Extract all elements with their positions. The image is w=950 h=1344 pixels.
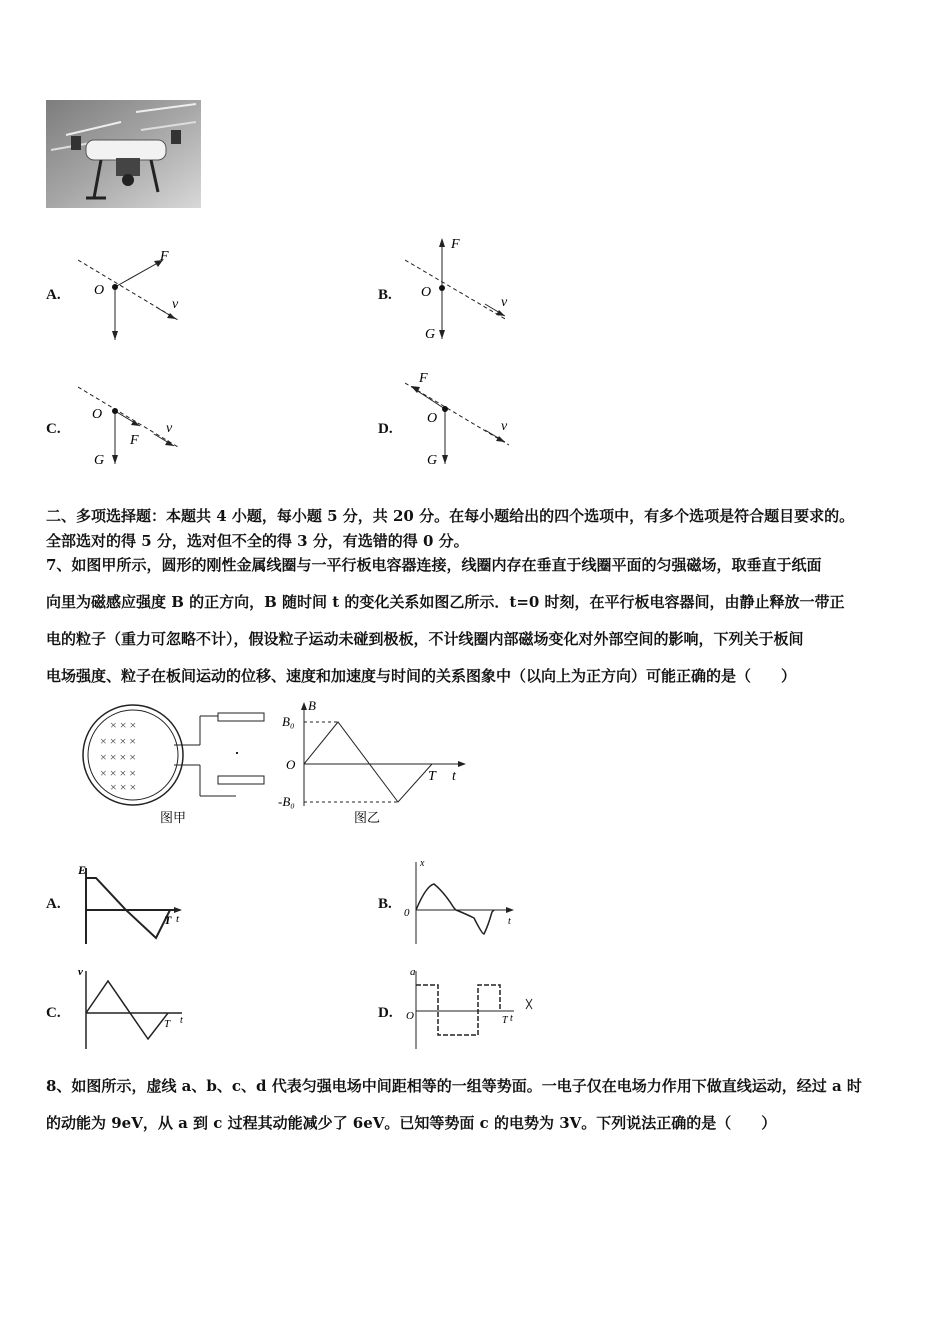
q7-line3: 电的粒子（重力可忽略不计），假设粒子运动未碰到极板，不计线圈内部磁场变化对外部空间的影响，下列关于板间: [46, 630, 804, 648]
svg-text:t: t: [510, 1013, 513, 1024]
section2-line2: 全部选对的得 5 分，选对但不全的得 3 分，有选错的得 0 分。: [46, 532, 469, 550]
svg-text:t: t: [180, 1015, 183, 1026]
svg-text:O: O: [92, 407, 103, 422]
svg-text:v: v: [78, 966, 83, 978]
q6-option-b-label: B.: [378, 287, 392, 303]
svg-text:F: F: [130, 433, 139, 448]
svg-text:v: v: [172, 297, 179, 312]
svg-text:O: O: [94, 283, 105, 298]
svg-text:T: T: [428, 769, 436, 784]
q7-option-c-graph: [78, 965, 198, 1053]
svg-text:v: v: [166, 421, 173, 436]
q6-option-a-label: A.: [46, 287, 61, 303]
svg-text:× × × ×: × × × ×: [100, 766, 137, 780]
q6-option-d-label: D.: [378, 421, 393, 437]
q7-option-b-label: B.: [378, 896, 392, 912]
svg-text:a: a: [410, 966, 416, 978]
svg-text:G: G: [94, 453, 105, 468]
q7-option-a-label: A.: [46, 896, 61, 912]
svg-text:F: F: [419, 371, 428, 386]
svg-text:t: t: [508, 916, 511, 927]
q7-line2: 向里为磁感应强度 B 的正方向，B 随时间 t 的变化关系如图乙所示．t=0 时刻，在平行板电容器间，由静止释放一带正: [46, 593, 845, 611]
q8-line1: 8、如图所示，虚线 a、b、c、d 代表匀强电场中间距相等的一组等势面。一电子仅在电场力作用下做直线运动，经过 a 时: [46, 1077, 862, 1095]
q7-line1: 7、如图甲所示，圆形的刚性金属线圈与一平行板电容器连接，线圈内存在垂直于线圈平面的匀强磁场，取垂直于纸面: [46, 556, 822, 574]
svg-text:x: x: [420, 858, 425, 869]
svg-text:× × ×: × × ×: [110, 780, 137, 794]
svg-text:F: F: [451, 237, 460, 252]
q7-option-c-label: C.: [46, 1005, 61, 1021]
svg-text:-B₀: -B₀: [278, 794, 295, 809]
q6-option-c-label: C.: [46, 421, 61, 437]
svg-text:图乙: 图乙: [354, 811, 381, 826]
svg-text:T: T: [164, 913, 172, 927]
q7-option-b-graph: [398, 856, 523, 948]
svg-text:G: G: [427, 453, 438, 468]
q6-option-a-diagram: [78, 240, 198, 345]
svg-text:v: v: [501, 419, 508, 434]
svg-text:× × × ×: × × × ×: [100, 750, 137, 764]
q6-option-d-diagram: [405, 368, 525, 468]
svg-text:图甲: 图甲: [160, 811, 187, 826]
svg-text:B: B: [308, 698, 316, 713]
svg-text:× × ×: × × ×: [110, 718, 137, 732]
q7-figure-yi: [278, 696, 478, 830]
svg-text:F: F: [160, 249, 169, 264]
q7-figure-jia: [78, 700, 278, 830]
svg-text:O: O: [286, 757, 296, 772]
svg-text:× × × ×: × × × ×: [100, 734, 137, 748]
q7-option-d-label: D.: [378, 1005, 393, 1021]
svg-text:t: t: [176, 913, 180, 925]
q7-option-d-graph: [398, 965, 538, 1053]
svg-text:T: T: [502, 1015, 508, 1026]
svg-text:0: 0: [404, 907, 410, 919]
q7-option-a-graph: [78, 860, 198, 948]
svg-text:B₀: B₀: [282, 714, 295, 729]
q6-option-c-diagram: [78, 382, 198, 472]
q8-line2: 的动能为 9eV，从 a 到 c 过程其动能减少了 6eV。已知等势面 c 的电势为 3V。下列说法正确的是（ ）: [46, 1114, 777, 1132]
q7-line4: 电场强度、粒子在板间运动的位移、速度和加速度与时间的关系图象中（以向上为正方向）可能正确的是（ ）: [46, 667, 797, 685]
svg-text:O: O: [406, 1010, 414, 1022]
section2-line1: 二、多项选择题：本题共 4 小题，每小题 5 分，共 20 分。在每小题给出的四个选项中，有多个选项是符合题目要求的。: [46, 507, 855, 525]
svg-text:v: v: [501, 295, 508, 310]
svg-text:O: O: [427, 411, 438, 426]
drone-photo: [46, 100, 201, 208]
svg-text:T: T: [164, 1018, 171, 1030]
svg-text:O: O: [421, 285, 432, 300]
svg-text:E: E: [78, 863, 87, 877]
q6-option-b-diagram: [405, 234, 525, 344]
svg-text:t: t: [452, 769, 456, 784]
svg-text:G: G: [425, 327, 436, 342]
